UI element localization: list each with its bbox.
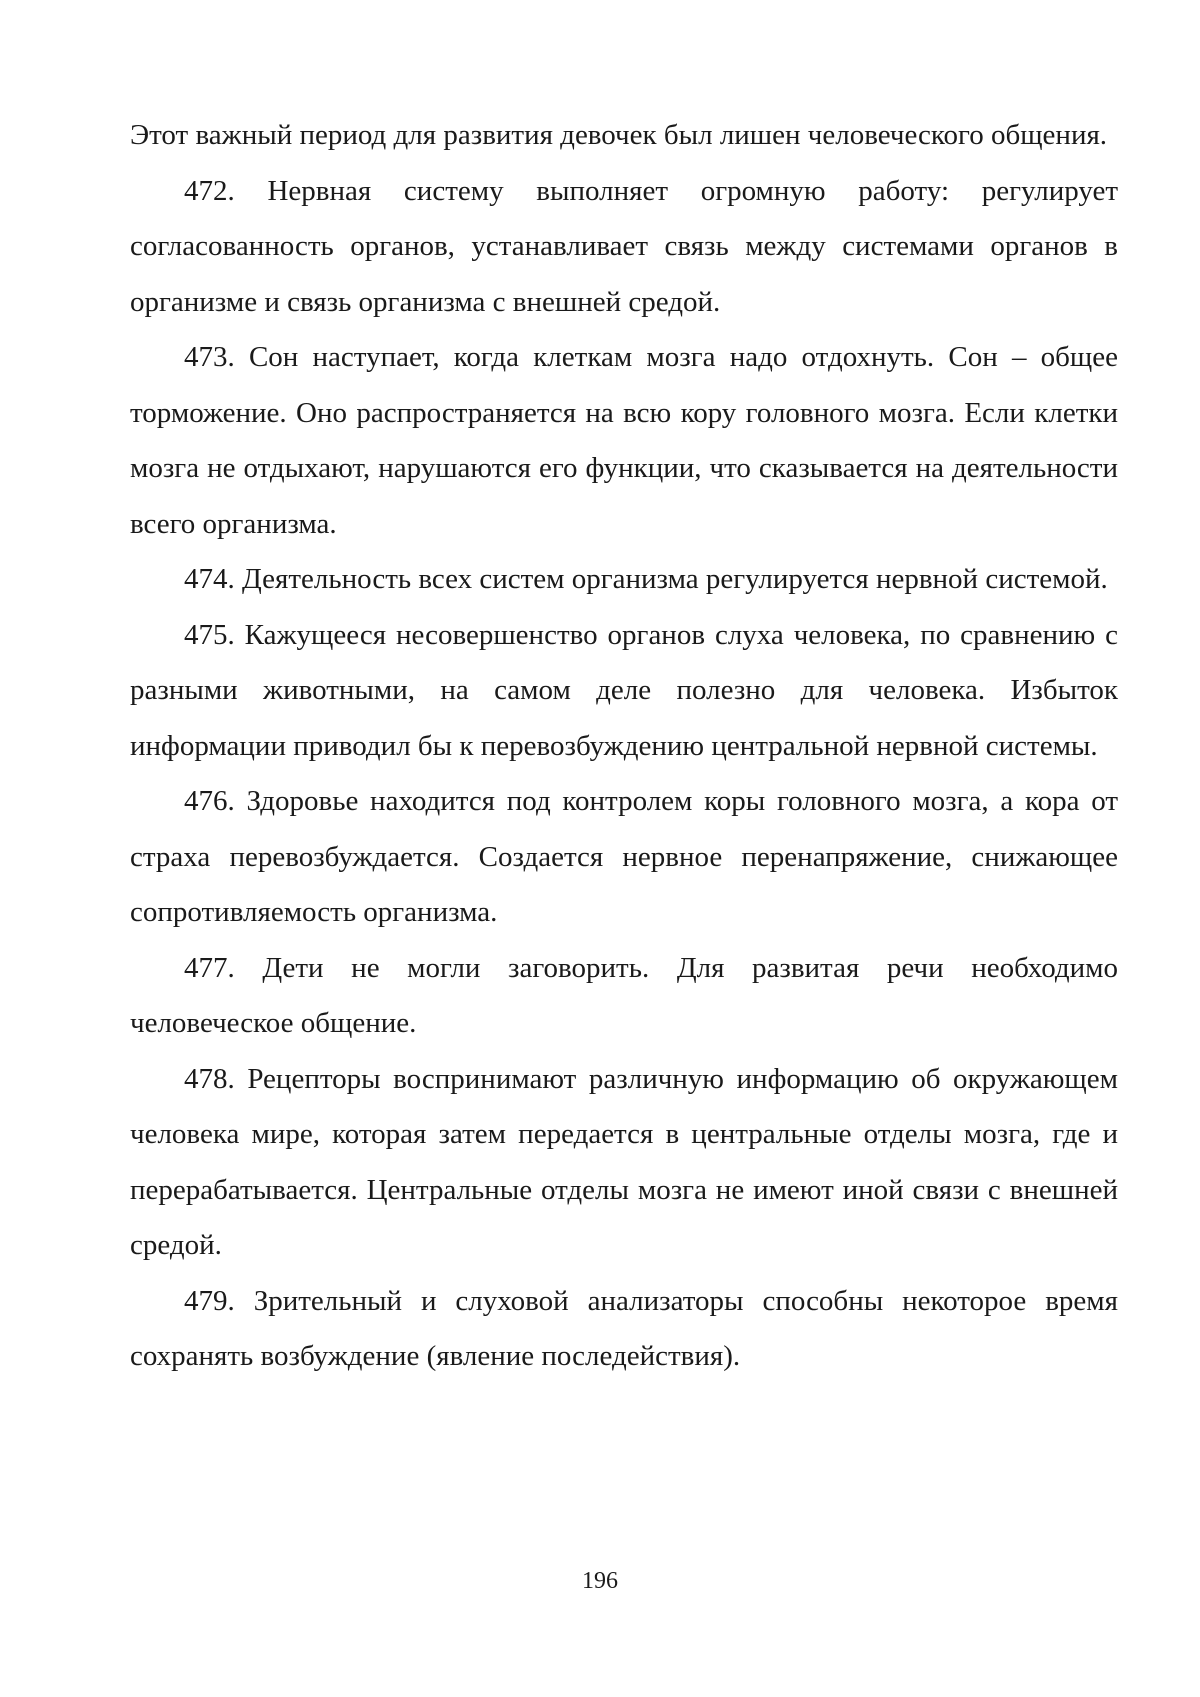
paragraph-472: 472. Нервная систему выполняет огромную работу: регулирует согласованность органов, устанавливает связь между системами органов в организме и связь организма с внешней средой. [130,174,1118,318]
paragraph-473: 473. Сон наступает, когда клеткам мозга надо отдохнуть. Сон – общее торможение. Оно распространяется на всю кору головного мозга. Если клетки мозга не отдыхают, нарушаются его функции, что сказывается на деятельности всего организма. [130,341,1118,540]
paragraph-477: 477. Дети не могли заговорить. Для развитая речи необходимо человеческое общение. [130,951,1118,1039]
paragraph-476: 476. Здоровье находится под контролем коры головного мозга, а кора от страха перевозбуждается. Создается нервное перенапряжение, снижающее сопротивляемость организма. [130,785,1118,928]
document-body [130,108,1118,1385]
page-number: 196 [582,1568,618,1594]
paragraph-479: 479. Зрительный и слуховой анализаторы способны некоторое время сохранять возбуждение (явление последействия). [130,1284,1118,1372]
paragraph-475: 475. Кажущееся несовершенство органов слуха человека, по сравнению с разными животными, на самом деле полезно для человека. Избыток информации приводил бы к перевозбуждению центральной нервной системы. [130,618,1118,762]
paragraph-474: 474. Деятельность всех систем организма регулируется нервной системой. [184,563,1108,595]
paragraph-continuation: Этот важный период для развития девочек был лишен человеческого общения. [130,119,1108,151]
paragraph-478: 478. Рецепторы воспринимают различную информацию об окружающем человека мире, которая затем передается в центральные отделы мозга, где и перерабатывается. Центральные отделы мозга не имеют иной связи с внешней средой. [130,1062,1118,1261]
